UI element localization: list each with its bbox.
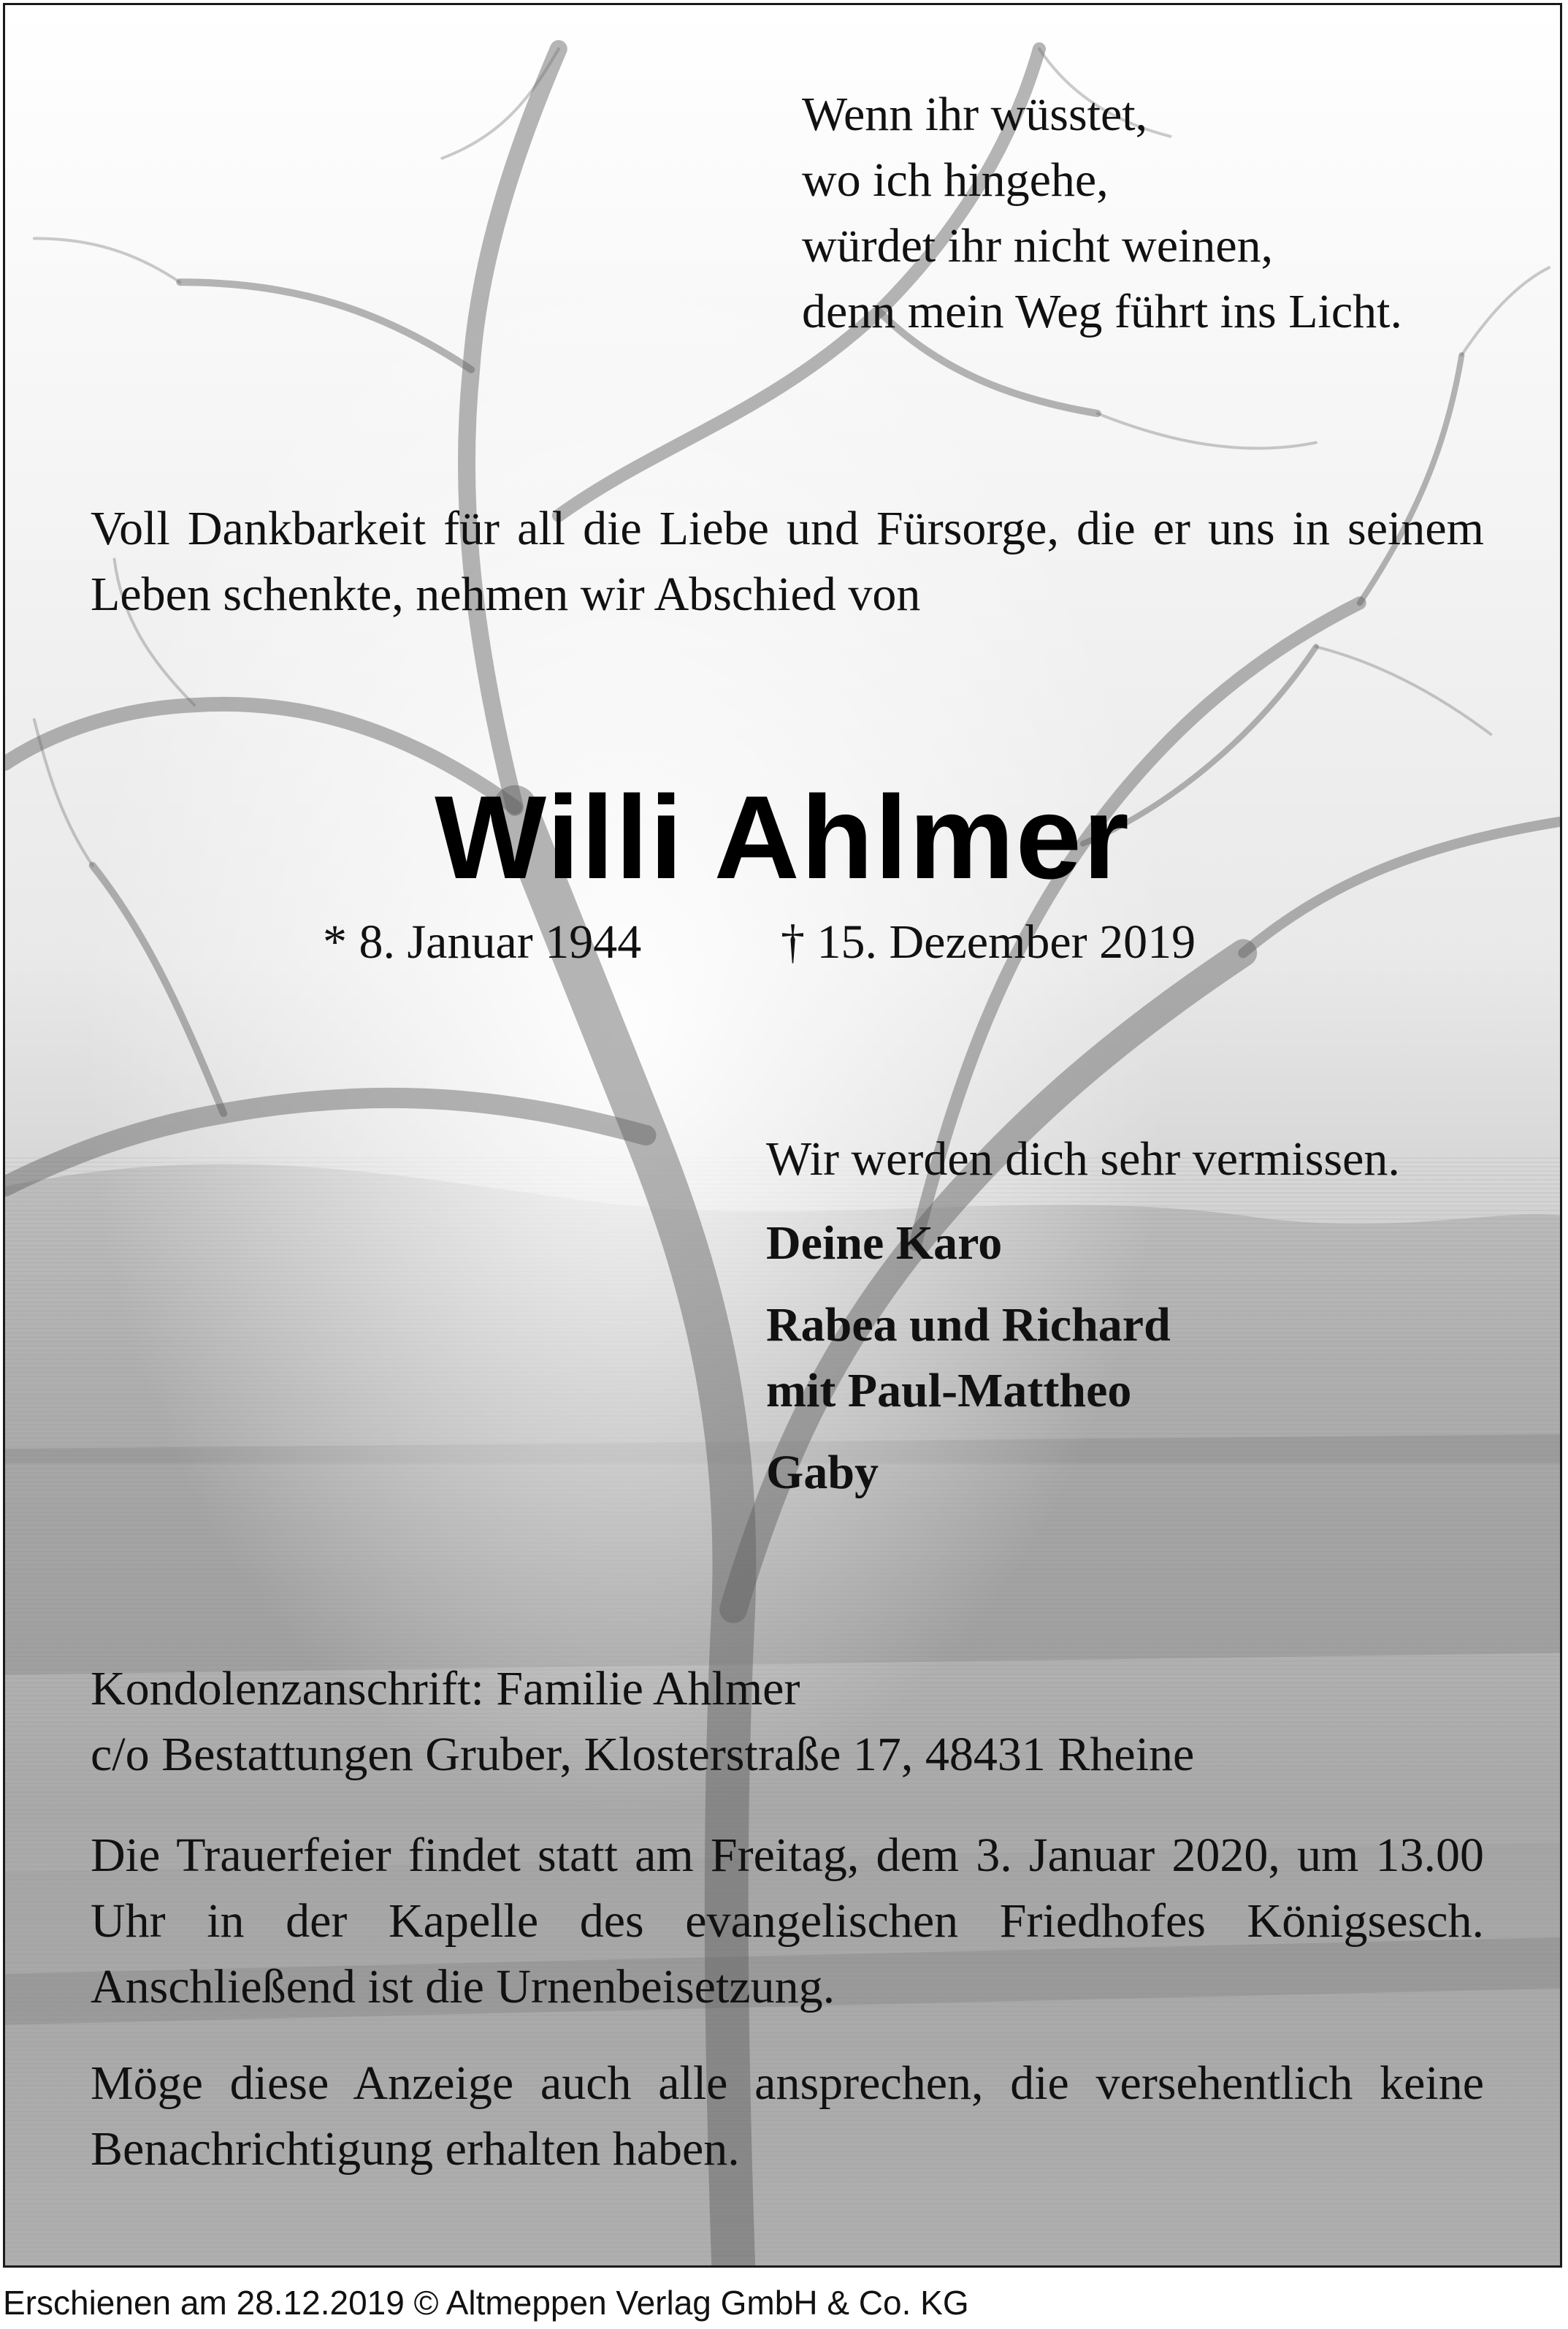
poem-line: würdet ihr nicht weinen, — [802, 219, 1274, 272]
poem-line: Wenn ihr wüsstet, — [802, 88, 1148, 141]
signature-gaby: Gaby — [766, 1446, 879, 1499]
condolence-line: Kondolenzanschrift: Familie Ahlmer — [91, 1662, 800, 1715]
mourner-message: Wir werden dich sehr vermissen. — [766, 1132, 1400, 1186]
signature-paul-mattheo: mit Paul-Mattheo — [766, 1364, 1132, 1417]
publication-footer: Erschienen am 28.12.2019 © Altmeppen Verlag GmbH & Co. KG — [3, 2284, 969, 2322]
obituary-notice — [3, 3, 1562, 2268]
intro-text: Voll Dankbarkeit für all die Liebe und Fürsorge, die er uns in seinem Leben schenkte, nehmen wir Abschied von — [91, 502, 1484, 621]
signature-rabea-richard: Rabea und Richard — [766, 1298, 1171, 1352]
ceremony-info: Die Trauerfeier findet statt am Freitag, dem 3. Januar 2020, um 13.00 Uhr in der Kapelle des evangelischen Friedhofes Königsesch. Anschließend ist die Urnenbeisetzung. — [91, 1829, 1484, 2013]
poem — [802, 82, 1402, 345]
poem-line: wo ich hingehe, — [802, 153, 1109, 207]
condolence-address — [91, 1656, 1194, 1788]
death-date: † 15. Dezember 2019 — [781, 915, 1196, 969]
poem-line: denn mein Weg führt ins Licht. — [802, 285, 1402, 338]
notice-note: Möge diese Anzeige auch alle ansprechen, die versehentlich keine Benachrichtigung erhalten haben. — [91, 2057, 1484, 2176]
deceased-name: Willi Ahlmer — [435, 771, 1131, 904]
signature-karo: Deine Karo — [766, 1216, 1003, 1270]
condolence-line: c/o Bestattungen Gruber, Klosterstraße 17, 48431 Rheine — [91, 1728, 1195, 1781]
birth-date: * 8. Januar 1944 — [323, 915, 642, 969]
